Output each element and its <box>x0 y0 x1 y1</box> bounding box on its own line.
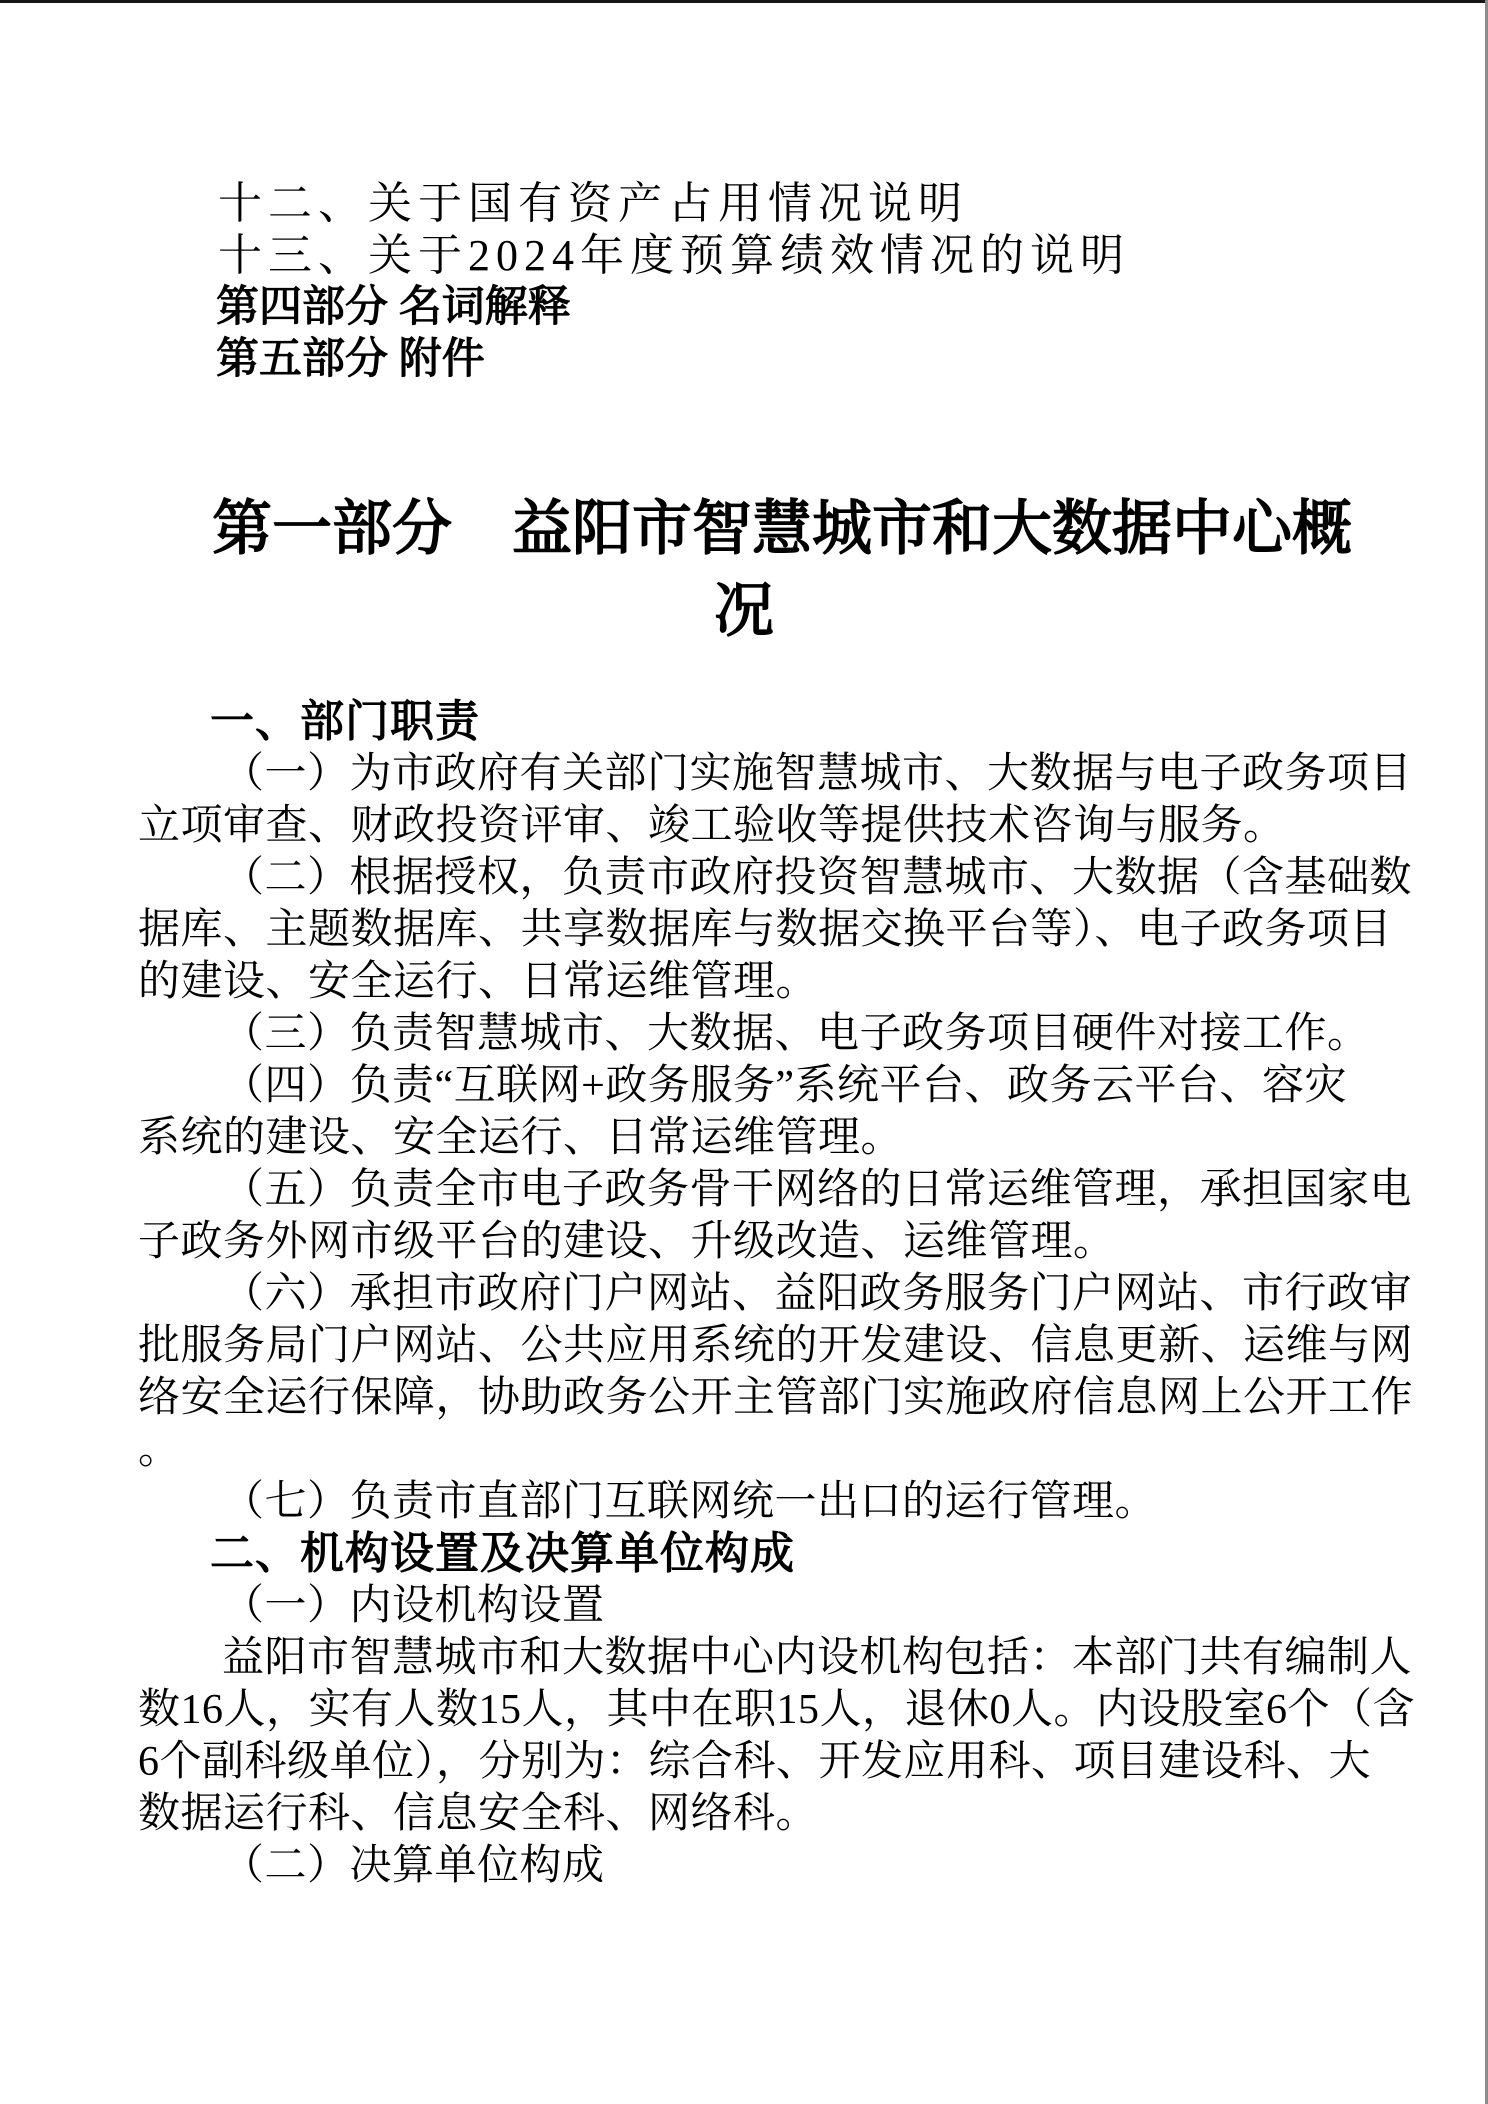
paragraph-line: 子政务外网市级平台的建设、升级改造、运维管理。 <box>138 1219 1116 1265</box>
toc-part-4: 第四部分 名词解释 <box>216 284 571 331</box>
paragraph-line: （五）负责全市电子政务骨干网络的日常运维管理，承担国家电 <box>222 1167 1413 1213</box>
paragraph-line: 。 <box>138 1427 181 1473</box>
paragraph-line: （七）负责市直部门互联网统一出口的运行管理。 <box>222 1479 1158 1525</box>
paragraph-line: （二）根据授权，负责市政府投资智慧城市、大数据（含基础数 <box>222 855 1413 901</box>
paragraph-line: 益阳市智慧城市和大数据中心内设机构包括：本部门共有编制人 <box>222 1635 1413 1681</box>
section-heading-1: 一、部门职责 <box>210 697 480 746</box>
document-title <box>0 488 1488 652</box>
section-heading-2: 二、机构设置及决算单位构成 <box>210 1529 795 1578</box>
paragraph-line: （一）内设机构设置 <box>222 1583 605 1629</box>
paragraph-line: 的建设、安全运行、日常运维管理。 <box>138 959 819 1005</box>
paragraph-line: （一）为市政府有关部门实施智慧城市、大数据与电子政务项目 <box>222 751 1413 797</box>
paragraph-line: 据库、主题数据库、共享数据库与数据交换平台等）、电子政务项目 <box>138 907 1393 953</box>
paragraph-line: 6个副科级单位），分别为：综合科、开发应用科、项目建设科、大 <box>138 1739 1372 1785</box>
paragraph-line: 络安全运行保障，协助政务公开主管部门实施政府信息网上公开工作 <box>138 1375 1414 1421</box>
document-title-line-2: 况 <box>714 578 774 644</box>
toc-part-5: 第五部分 附件 <box>216 336 485 383</box>
table-of-contents <box>138 178 1408 386</box>
paragraph-line: 批服务局门户网站、公共应用系统的开发建设、信息更新、运维与网 <box>138 1323 1414 1369</box>
document-body <box>138 696 1418 1892</box>
toc-item-12: 十二、关于国有资产占用情况说明 <box>218 179 968 228</box>
document-title-line-1: 第一部分 益阳市智慧城市和大数据中心概 <box>212 496 1352 562</box>
paragraph-line: （二）决算单位构成 <box>222 1843 605 1889</box>
paragraph-line: 立项审查、财政投资评审、竣工验收等提供技术咨询与服务。 <box>138 803 1286 849</box>
paragraph-line: 数据运行科、信息安全科、网络科。 <box>138 1791 819 1837</box>
paragraph-line: 系统的建设、安全运行、日常运维管理。 <box>138 1115 904 1161</box>
toc-item-13: 十三、关于2024年度预算绩效情况的说明 <box>218 231 1130 280</box>
paragraph-line: （六）承担市政府门户网站、益阳政务服务门户网站、市行政审 <box>222 1271 1413 1317</box>
paragraph-line: （三）负责智慧城市、大数据、电子政务项目硬件对接工作。 <box>222 1011 1370 1057</box>
paragraph-line: 数16人，实有人数15人，其中在职15人，退休0人。内设股室6个（含 <box>138 1687 1416 1733</box>
page-top-edge-line <box>0 0 1488 3</box>
paragraph-line: （四）负责“互联网+政务服务”系统平台、政务云平台、容灾 <box>222 1063 1347 1109</box>
